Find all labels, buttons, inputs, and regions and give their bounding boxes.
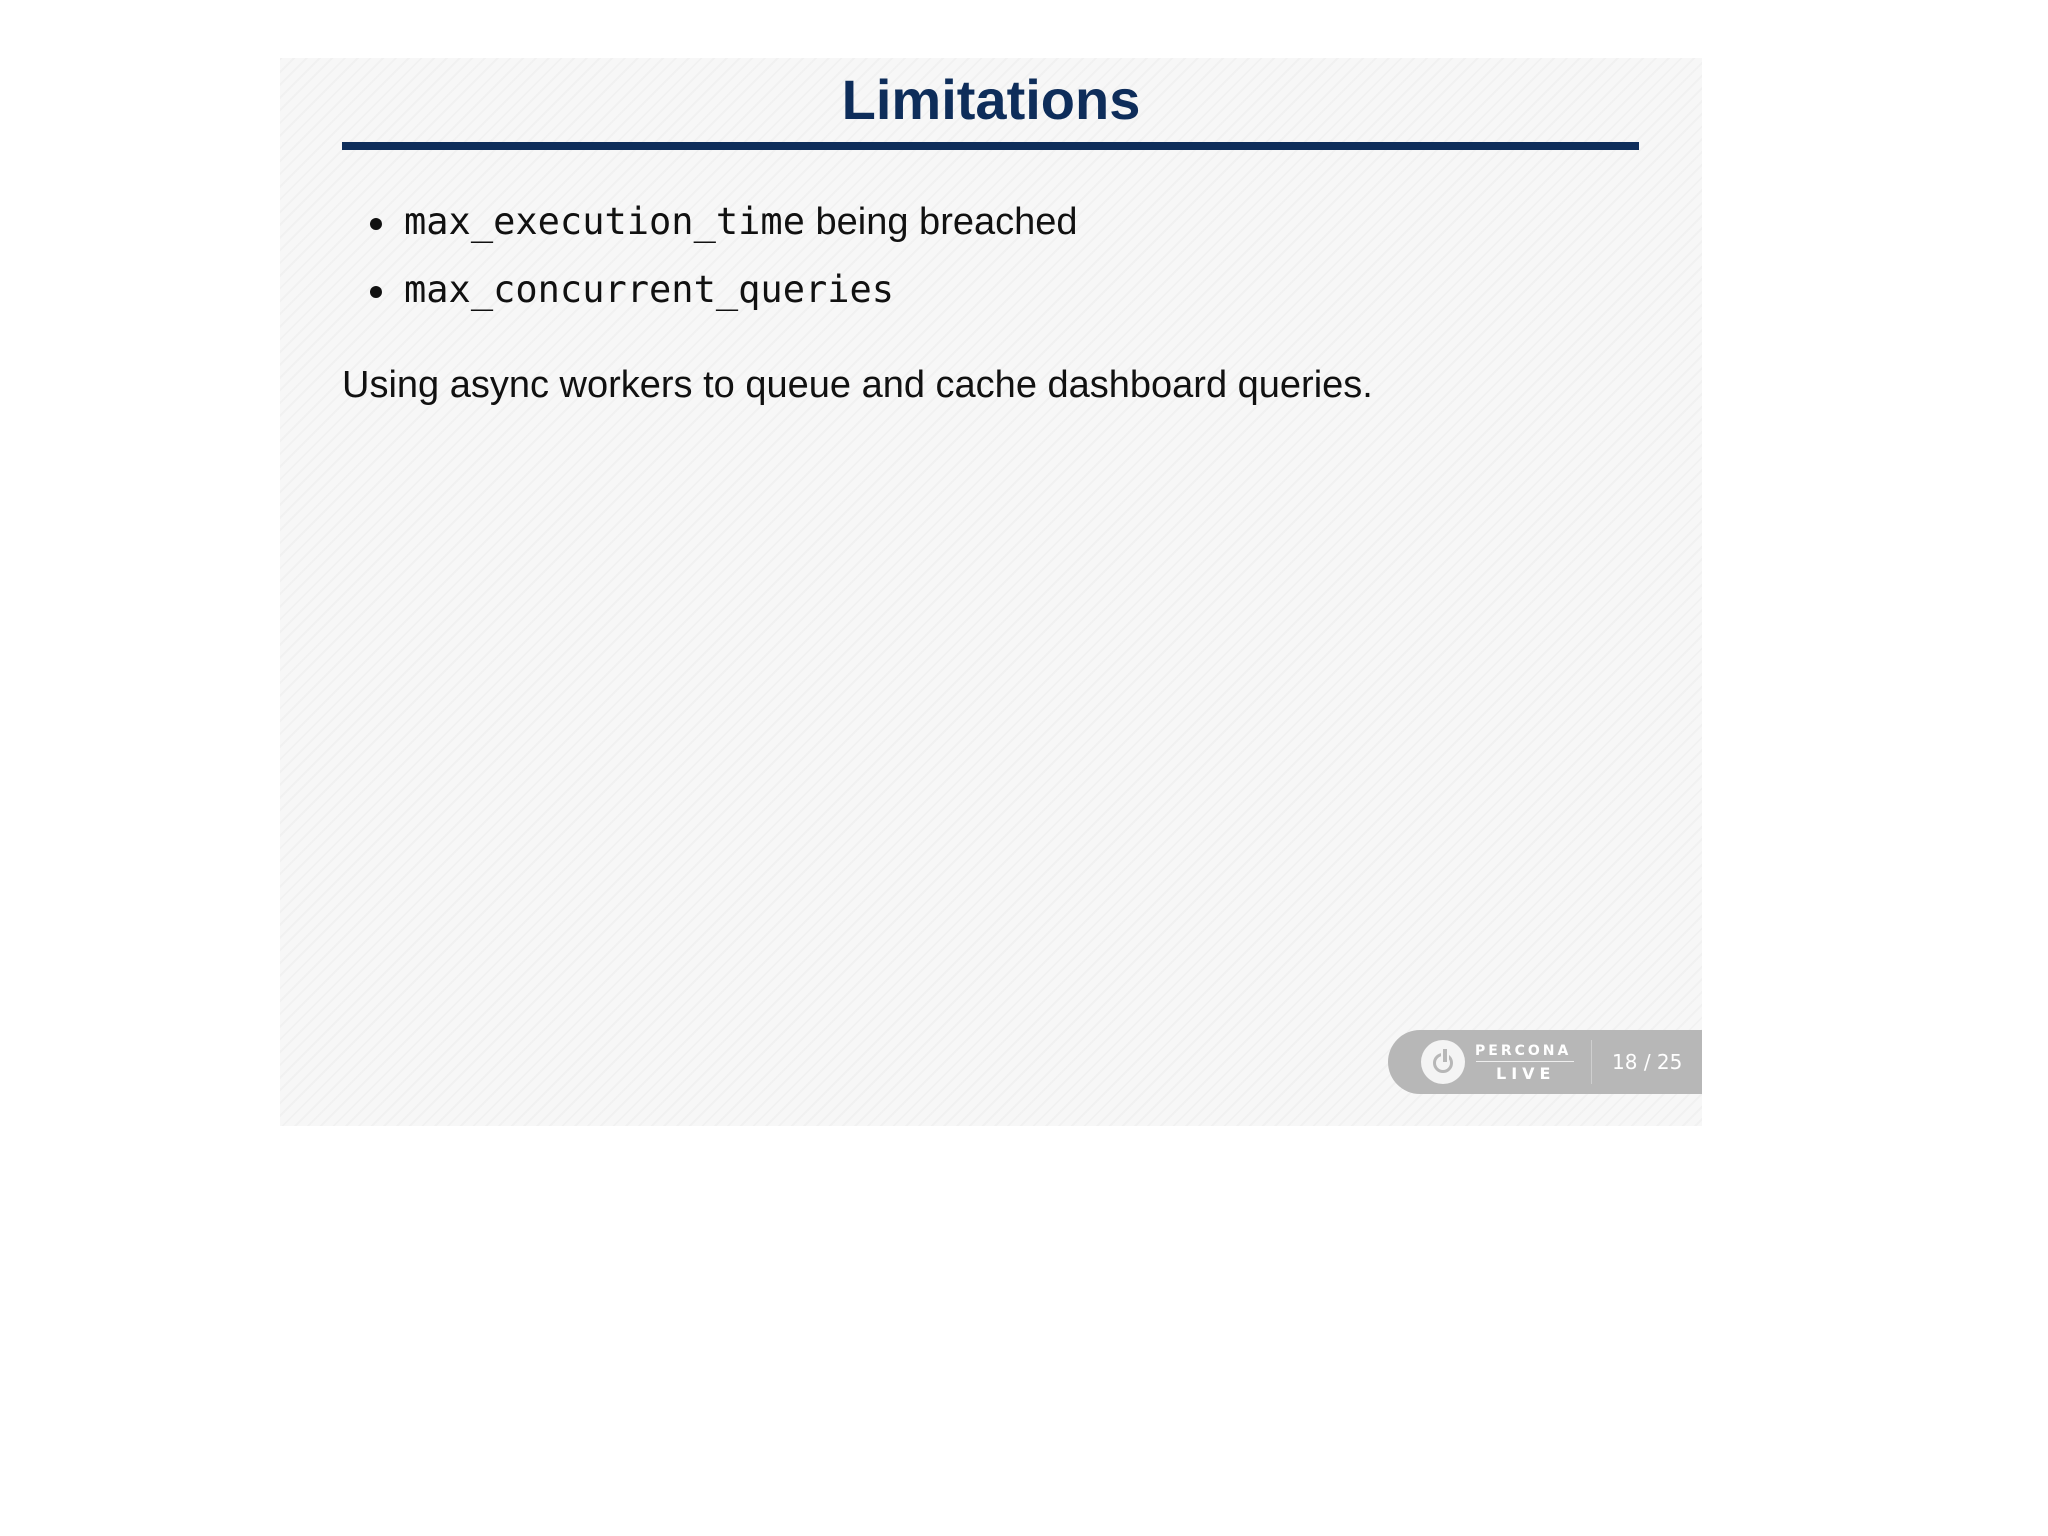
footer-separator [1591, 1040, 1592, 1084]
bullet-list [342, 188, 1078, 324]
bullet-dot-icon [370, 286, 382, 298]
bullet-text: being breached [804, 201, 1078, 243]
slide-title: Limitations [841, 68, 1141, 131]
bullet-dot-icon [370, 218, 382, 230]
page-current: 18 [1612, 1050, 1638, 1074]
title-rule [342, 142, 1639, 150]
bullet-code: max_execution_time [404, 200, 805, 243]
bullet-item [404, 256, 1078, 324]
bullet-code: max_concurrent_queries [404, 268, 895, 311]
page-total: 25 [1656, 1050, 1683, 1074]
logo-divider [1476, 1061, 1574, 1062]
logo-text-percona: PERCONA [1475, 1043, 1572, 1059]
slide [280, 58, 1702, 1126]
page-separator: / [1643, 1050, 1651, 1074]
slide-footer [1388, 1030, 1702, 1094]
logo-text-live: LIVE [1496, 1064, 1556, 1083]
power-icon [1421, 1040, 1465, 1084]
body-text: Using async workers to queue and cache dashboard queries. [342, 364, 1373, 406]
bullet-item [404, 188, 1078, 256]
page-counter [1612, 1049, 1682, 1075]
